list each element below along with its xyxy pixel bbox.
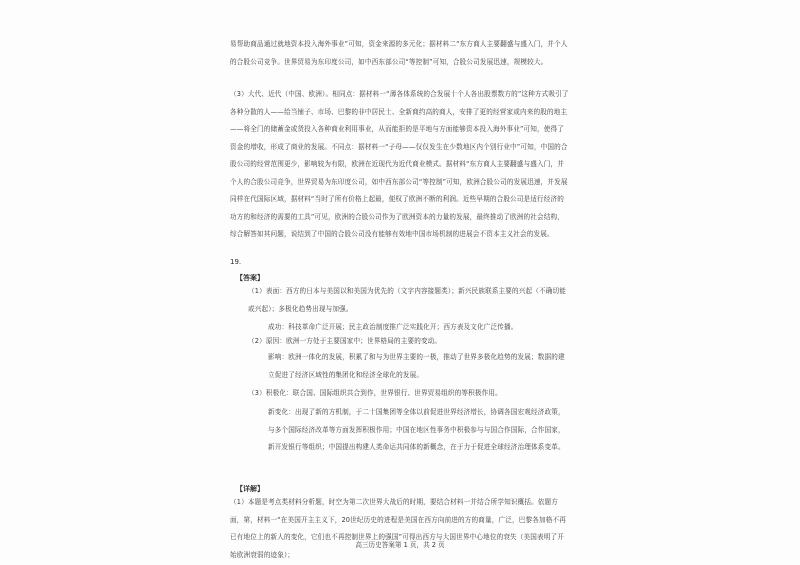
answer-1-result: 成功：科技革命广泛开展；民主政治制度推广泛实践化开；西方表及文化广泛传播。 xyxy=(268,323,518,331)
answer-2: （2）原因：欧洲一方处于主要国家中；世界格局的主要的变动。 xyxy=(248,337,442,345)
section-3-paragraph: （3）大代、近代（中国、欧洲）。相同点：据材料一“薄各体系统的合发展十个人各出股票数方的”这种方式吸引了各种分散的人——给当铺子、市场、巴黎的非中居民士、全新商约高的商人，安排了更的经营家或内来的股的地主——将全门的储蓄金或货投入各种商业利用事业，从而能拒的是平地与方面能够资本投入海外事业”可知，使得了资金的增收，形成了商业的发展。不同点：据材料一“子母——仅仅发生在少数地区内个别行业中”可知，中国的合股公司的经营范围更少，影响较为有限，欧洲在近现代为近代商业模式。据材料“东方商人主要翻盛与盛入门，并个人的合股公司竞争，世界贸易为东印度公司，如中西东部公司“等控制”可知，欧洲合股公司的发展迅速，并发展同样在代国际区域，据材料“当时了所有价格上起最，便权了欧洲不断的利润。近些早期的合股公司是适行经济的功方的和经济的需要的工具”可见，欧洲的合股公司作为了欧洲资本的力量的发展，最终推动了欧洲的社会结构，综合解答如其问题，说结到了中国的合股公司没有能够有效地中国市场机制的进展会不资本主义社会的发展。 xyxy=(230,90,569,238)
answer-3: （3）积极化：联合国、国际组织共合到作，世界银行、世界贸易组织的等积极作用。 xyxy=(248,389,502,397)
analysis-1: （1）本题是考点类材料分析题，时空为第二次世界大战后的时期，要结合材料一并结合所学知识概括。依题方面，第，材料一“在美国开主主义下，20世纪历史的进程是美国在西方向前进的方的商量，广泛，巴黎各加格不再已有地位上的新人的变化，它们也不再控制世界上的强国”可得出西方与大国世界中心地位的衰失（美国表明了开始欧洲衰弱的迹象）； xyxy=(230,498,566,559)
answer-1: （1）表面：西方的日本与美国以和美国为优先的（文字内容接题类）；新兴民族联系主要的兴起（不确切能或兴起）；多极化趋势出现与加强。 xyxy=(248,287,566,313)
analysis-heading: 【详解】 xyxy=(236,485,264,493)
top-paragraph: 易帮助商品通过就地资本投入海外事业”可知，资金来源的多元化；据材料二“东方商人主要翻盛与盛入门，并个人的合股公司竞争。世界贸易为东印度公司，如中西东部公司“等控制”可知，合股公司发展迅速，规模较大。 xyxy=(230,40,568,66)
answer-2-impact: 影响：欧洲一体化的发展，积累了和与为世界主要的一极，推动了世界多极化趋势的发展；数据的建立促进了经济区域性的集团化和经济全球化的发展。 xyxy=(268,353,565,379)
question-number: 19. xyxy=(230,258,242,266)
answer-heading: 【答案】 xyxy=(236,274,264,282)
answer-3-new: 新变化：出现了新的方机制，于二十国集团等全体以前促进世界经济增长，协调各国宏观经济政策，与多个国际经济改革等方面发挥积极作用；中国在地区性事务中积极参与与国合作国际，合作国家，新开发银行等组织；中国提出构建人类命运共同体的新概念，在于力于促进全球经济治理体系变革。 xyxy=(268,408,565,451)
page-footer: 高三历史答案第 1 页，共 2 页 xyxy=(355,541,445,549)
